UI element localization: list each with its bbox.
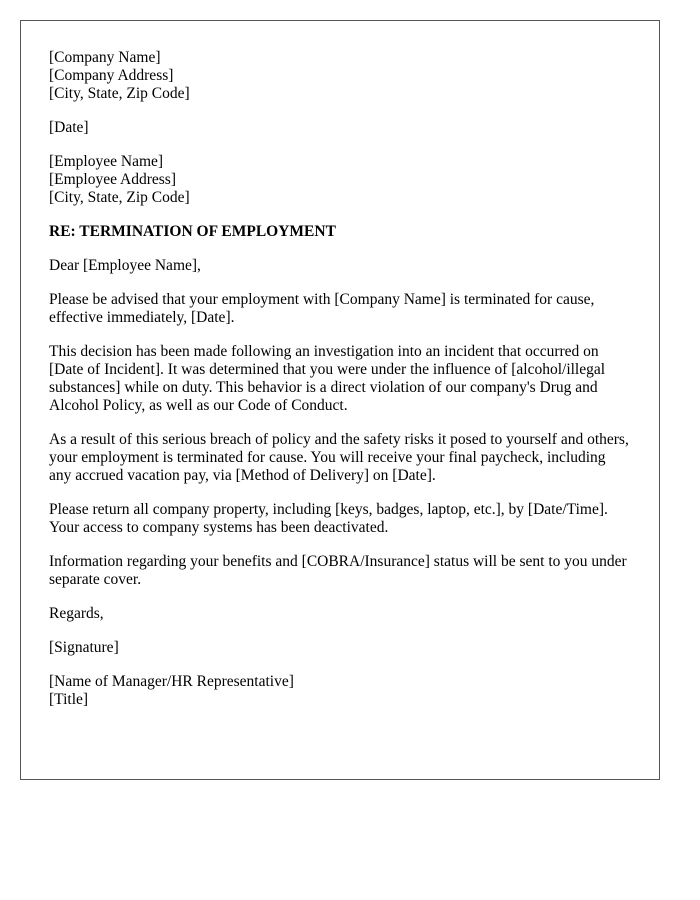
- paragraph-company-property: Please return all company property, including [keys, badges, laptop, etc.], by [Date/Time]. Your access to company systems has been deactivated.: [49, 501, 608, 536]
- letter-date: [Date]: [49, 119, 89, 136]
- signature-placeholder: [Signature]: [49, 639, 119, 656]
- salutation: Dear [Employee Name],: [49, 257, 201, 274]
- signer-title: [Title]: [49, 691, 89, 708]
- sender-company-address: [Company Address]: [49, 67, 174, 84]
- sender-city-state-zip: [City, State, Zip Code]: [49, 85, 190, 102]
- subject-line: RE: TERMINATION OF EMPLOYMENT: [49, 223, 336, 240]
- paragraph-incident-details: This decision has been made following an investigation into an incident that occurred on [Date of Incident]. It was determined that you were under the influence of [alcohol/illegal substances] while on duty. This behavior is a direct violation of our company's Drug and Alcohol Policy, as well as our Code of Conduct.: [49, 343, 606, 414]
- recipient-city-state-zip: [City, State, Zip Code]: [49, 189, 190, 206]
- paragraph-final-pay: As a result of this serious breach of policy and the safety risks it posed to yourself and others, your employment is terminated for cause. You will receive your final paycheck, including any accrued vacation pay, via [Method of Delivery] on [Date].: [49, 431, 629, 484]
- paragraph-benefits: Information regarding your benefits and [COBRA/Insurance] status will be sent to you under separate cover.: [49, 553, 627, 588]
- signer-name: [Name of Manager/HR Representative]: [49, 673, 294, 690]
- closing: Regards,: [49, 605, 104, 622]
- recipient-name: [Employee Name]: [49, 153, 164, 170]
- recipient-address-block: [49, 153, 631, 207]
- sender-company-name: [Company Name]: [49, 49, 161, 66]
- signer-block: [49, 673, 631, 709]
- termination-letter: [20, 20, 660, 780]
- sender-address-block: [49, 49, 631, 103]
- recipient-address: [Employee Address]: [49, 171, 176, 188]
- paragraph-termination-notice: Please be advised that your employment with [Company Name] is terminated for cause, effective immediately, [Date].: [49, 291, 595, 326]
